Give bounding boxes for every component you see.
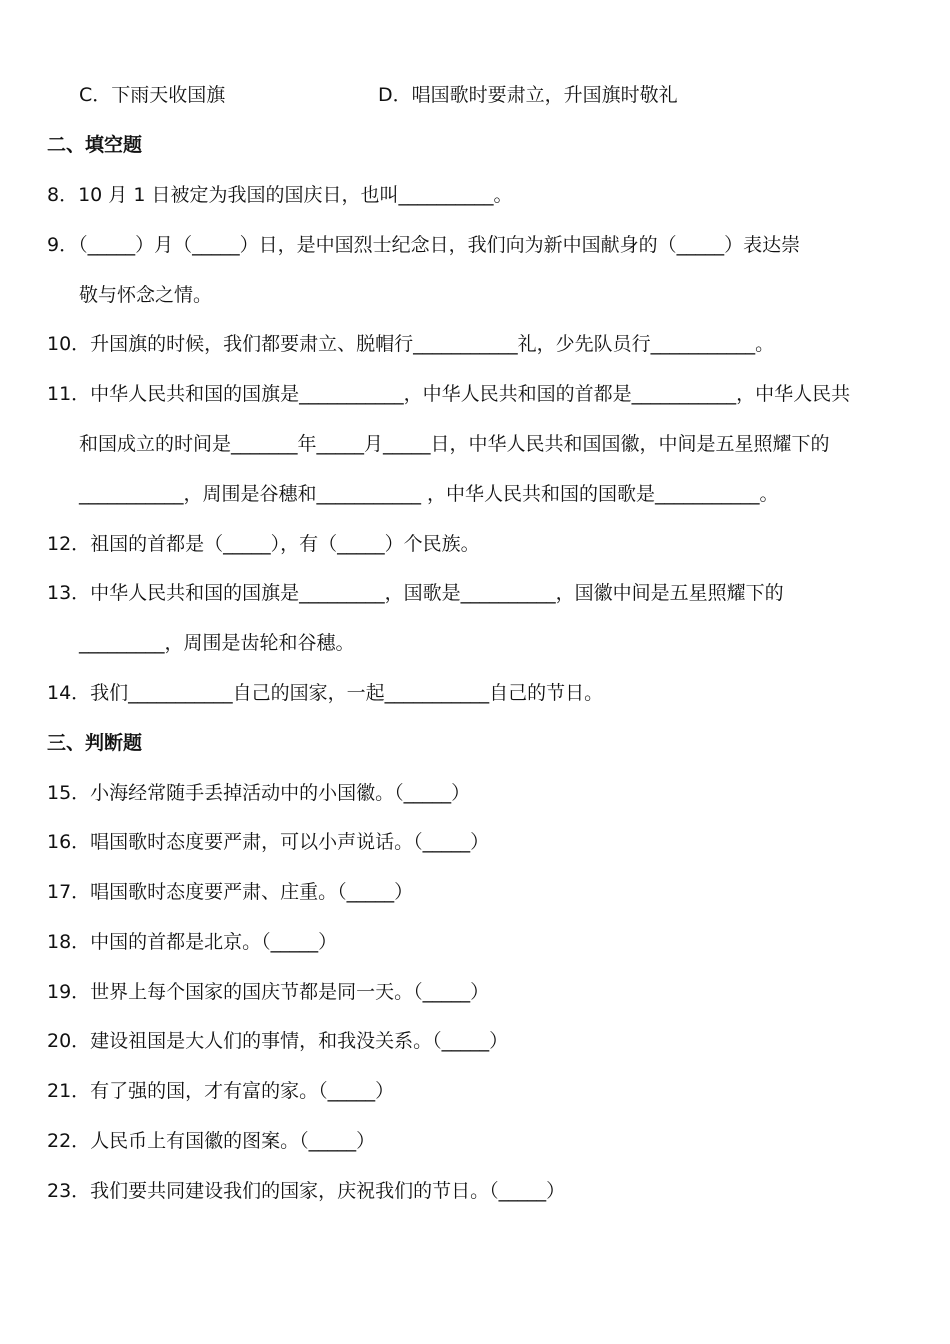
question-10: 10．升国旗的时候，我们都要肃立、脱帽行___________礼，少先队员行___________。 xyxy=(47,333,775,355)
question-15: 15．小海经常随手丢掉活动中的小国徽。（_____） xyxy=(47,782,471,804)
question-8: 8．10 月 1 日被定为我国的国庆日，也叫__________。 xyxy=(47,184,513,206)
question-9-line-2: 敬与怀念之情。 xyxy=(79,284,213,306)
question-13-line-1: 13．中华人民共和国的国旗是_________，国歌是__________，国徽中间是五星照耀下的 xyxy=(47,582,784,604)
option-d: D．唱国歌时要肃立，升国旗时敬礼 xyxy=(378,84,678,106)
question-13-line-2: _________，周围是齿轮和谷穗。 xyxy=(79,632,355,654)
question-16: 16．唱国歌时态度要严肃，可以小声说话。（_____） xyxy=(47,831,490,853)
question-23: 23．我们要共同建设我们的国家，庆祝我们的节日。（_____） xyxy=(47,1180,566,1202)
question-22: 22．人民币上有国徽的图案。（_____） xyxy=(47,1130,376,1152)
question-11-line-2: 和国成立的时间是_______年_____月_____日，中华人民共和国国徽，中间是五星照耀下的 xyxy=(79,433,830,455)
question-9-line-1: 9．（_____）月（_____）日，是中国烈士纪念日，我们向为新中国献身的（_____）表达崇 xyxy=(47,234,801,256)
section-heading-true-false: 三、判断题 xyxy=(47,732,143,754)
question-11-line-1: 11．中华人民共和国的国旗是___________，中华人民共和国的首都是___________，中华人民共 xyxy=(47,383,851,405)
option-c: C．下雨天收国旗 xyxy=(79,84,226,106)
question-18: 18．中国的首都是北京。（_____） xyxy=(47,931,338,953)
question-12: 12．祖国的首都是（_____），有（_____）个民族。 xyxy=(47,533,480,555)
question-20: 20．建设祖国是大人们的事情，和我没关系。（_____） xyxy=(47,1030,509,1052)
question-14: 14．我们___________自己的国家，一起___________自己的节日。 xyxy=(47,682,604,704)
section-heading-fill-blank: 二、填空题 xyxy=(47,134,143,156)
question-21: 21．有了强的国，才有富的家。（_____） xyxy=(47,1080,395,1102)
question-19: 19．世界上每个国家的国庆节都是同一天。（_____） xyxy=(47,981,490,1003)
question-11-line-3: ___________，周围是谷穗和___________ ，中华人民共和国的国歌是___________。 xyxy=(79,483,779,505)
question-17: 17．唱国歌时态度要严肃、庄重。（_____） xyxy=(47,881,414,903)
